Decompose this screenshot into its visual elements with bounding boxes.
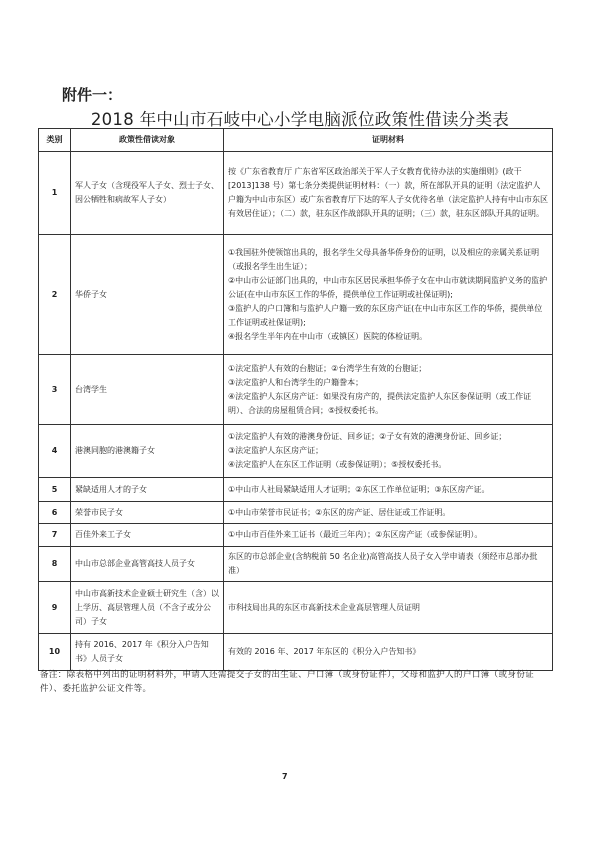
category-number: 5: [39, 478, 71, 502]
policy-target: 华侨子女: [71, 235, 224, 355]
document-title: 2018 年中山市石岐中心小学电脑派位政策性借读分类表: [90, 110, 510, 129]
category-number: 10: [39, 634, 71, 671]
material-item: ④报名学生半年内在中山市（或镇区）医院的体检证明。: [228, 331, 428, 341]
proof-materials: [224, 524, 553, 547]
proof-materials: [224, 235, 553, 355]
policy-target: 中山市高新技术企业硕士研究生（含）以上学历、高层管理人员（不含子或分公司）子女: [71, 582, 224, 634]
category-number: 1: [39, 152, 71, 235]
policy-target: 台湾学生: [71, 355, 224, 425]
category-number: 2: [39, 235, 71, 355]
material-item: ①我国驻外使领馆出具的，报名学生父母具备华侨身份的证明，以及相应的亲属关系证明（或报名学生出生证）；: [228, 247, 540, 271]
material-item: ①中山市人社局紧缺适用人才证明；②东区工作单位证明；③东区房产证。: [228, 484, 490, 494]
proof-materials: [224, 355, 553, 425]
category-number: 3: [39, 355, 71, 425]
table-row: [39, 547, 553, 582]
material-item: 有效的 2016 年、2017 年东区的《积分入户告知书》: [228, 647, 421, 656]
material-item: ④法定监护人在东区工作证明（或参保证明）；⑤授权委托书。: [228, 460, 447, 469]
proof-materials: [224, 152, 553, 235]
policy-target: 百佳外来工子女: [71, 524, 224, 547]
proof-materials: [224, 582, 553, 634]
material-item: ③法定监护人东区房产证；: [228, 446, 324, 455]
header-materials: 证明材料: [224, 129, 553, 152]
policy-target: 荣誉市民子女: [71, 502, 224, 524]
material-item: ④法定监护人东区房产证：如果没有房产的，提供法定监护人东区参保证明（或工作证明）、合法的房屋租赁合同；⑤授权委托书。: [228, 391, 532, 415]
material-item: ①中山市荣誉市民证书；②东区的房产证、居住证或工作证明。: [228, 507, 451, 517]
proof-materials: [224, 478, 553, 502]
category-number: 9: [39, 582, 71, 634]
proof-materials: [224, 502, 553, 524]
material-item: 市科技局出具的东区市高新技术企业高层管理人员证明: [228, 602, 420, 612]
table-row: [39, 634, 553, 671]
material-item: 按《广东省教育厅 广东省军区政治部关于军人子女教育优待办法的实施细则》(政干[2013]138 号）第七条分类提供证明材料：（一）款，所在部队开具的证明（法定监护人户籍为中山市东区）或广东省教育厅下达的军人子女优待名单（法定监护人持有中山市东区有效居住证）；（二）款，驻东区作战部队开具的证明；（三）款，驻东区部队开具的证明。: [228, 167, 548, 218]
policy-target: 紧缺适用人才的子女: [71, 478, 224, 502]
category-number: 6: [39, 502, 71, 524]
policy-target: 港澳同胞的港澳籍子女: [71, 425, 224, 478]
header-category: 类别: [39, 129, 71, 152]
table-row: [39, 502, 553, 524]
table-row: [39, 355, 553, 425]
page-number: 7: [282, 772, 288, 781]
table-row: [39, 524, 553, 547]
category-number: 8: [39, 547, 71, 582]
category-number: 7: [39, 524, 71, 547]
material-item: 东区的市总部企业(含纳税前 50 名企业)高管高技人员子女入学申请表（须经市总部办批准）: [228, 552, 538, 575]
policy-target: 持有 2016、2017 年《积分入户告知书》人员子女: [71, 634, 224, 671]
material-item: ③法定监护人和台湾学生的户籍誊本；: [228, 377, 364, 387]
table-row: [39, 235, 553, 355]
header-target: 政策性借读对象: [71, 129, 224, 152]
category-number: 4: [39, 425, 71, 478]
proof-materials: [224, 634, 553, 671]
policy-target: 中山市总部企业高管高技人员子女: [71, 547, 224, 582]
material-item: ①中山市百佳外来工证书（最近三年内）；②东区房产证（或参保证明）。: [228, 530, 483, 539]
policy-target: 军人子女（含现役军人子女、烈士子女、因公牺牲和病故军人子女）: [71, 152, 224, 235]
classification-table: [38, 128, 553, 671]
table-row: [39, 152, 553, 235]
table-row: [39, 478, 553, 502]
table-header-row: [39, 129, 553, 152]
material-item: ①法定监护人有效的港澳身份证、回乡证；②子女有效的港澳身份证、回乡证；: [228, 432, 507, 441]
table-row: [39, 582, 553, 634]
material-item: ②中山市公证部门出具的，中山市东区居民承担华侨子女在中山市就读期间监护义务的监护公证(在中山市东区工作的华侨，提供单位工作证明或社保证明);: [228, 275, 548, 299]
material-item: ③监护人的户口簿和与监护人户籍一致的东区房产证(在中山市东区工作的华侨，提供单位工作证明或社保证明);: [228, 303, 543, 327]
remark-note: 备注：除表格中列出的证明材料外，申请人还需提交子女的出生证、户口簿（或身份证件），父母和监护人的户口簿（或身份证件）、委托监护公证文件等。: [40, 670, 535, 694]
table-row: [39, 425, 553, 478]
proof-materials: [224, 547, 553, 582]
proof-materials: [224, 425, 553, 478]
attachment-label: 附件一：: [62, 86, 123, 104]
material-item: ①法定监护人有效的台胞证；②台湾学生有效的台胞证；: [228, 363, 427, 373]
